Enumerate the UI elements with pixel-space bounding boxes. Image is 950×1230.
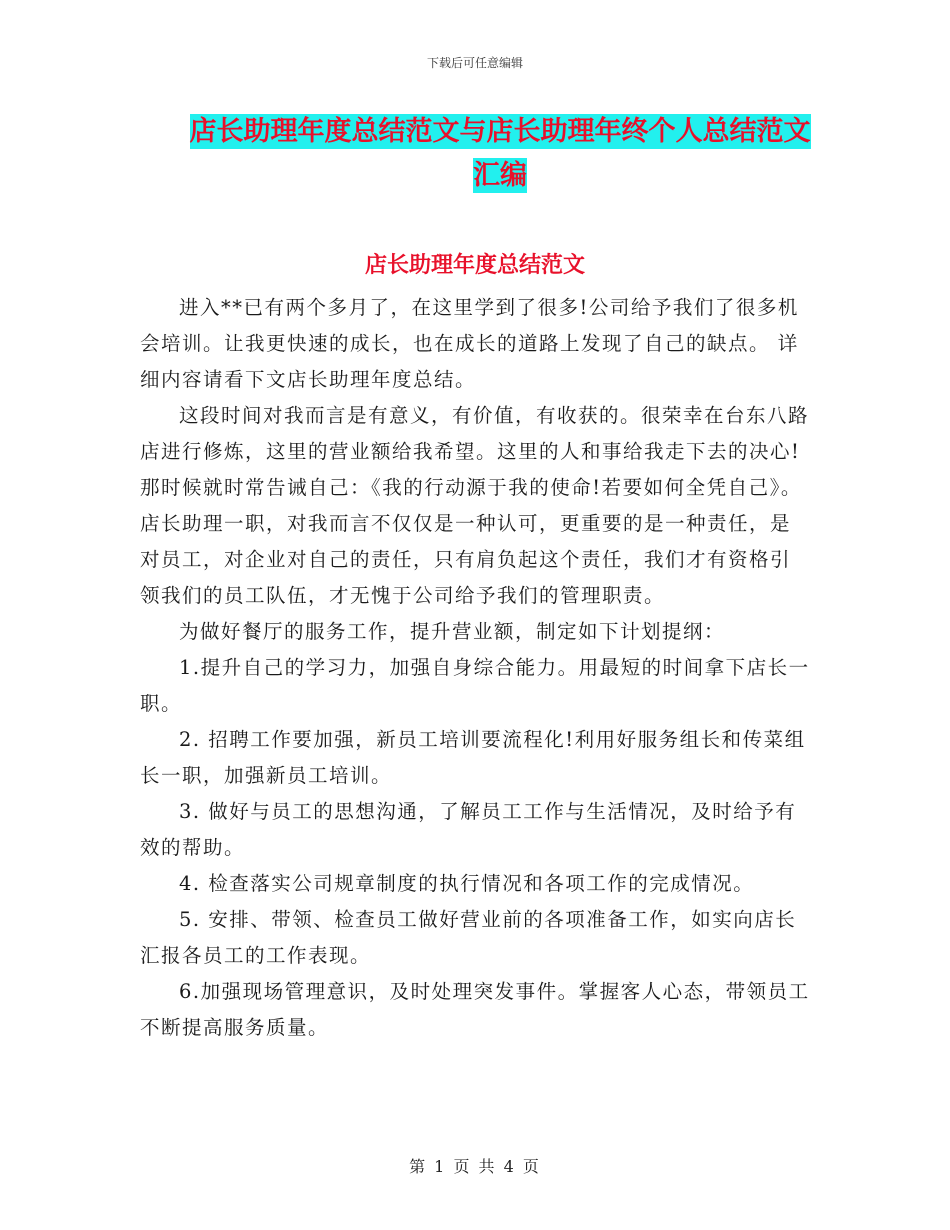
document-title-line-2: 汇编 (473, 160, 527, 191)
document-title-line-1: 店长助理年度总结范文与店长助理年终个人总结范文 (189, 116, 811, 147)
document-title (150, 110, 850, 198)
list-item: 3. 做好与员工的思想沟通，了解员工工作与生活情况，及时给予有效的帮助。 (140, 800, 797, 859)
document-body (140, 290, 810, 1046)
paragraph: 进入**已有两个多月了，在这里学到了很多!公司给予我们了很多机会培训。让我更快速的成长，也在成长的道路上发现了自己的缺点。 详细内容请看下文店长助理年度总结。 (140, 296, 799, 391)
list-item: 1.提升自己的学习力，加强自身综合能力。用最短的时间拿下店长一职。 (140, 656, 810, 715)
header-note: 下载后可任意编辑 (426, 56, 523, 70)
paragraph: 为做好餐厅的服务工作，提升营业额，制定如下计划提纲： (179, 620, 726, 643)
paragraph: 这段时间对我而言是有意义，有价值，有收获的。很荣幸在台东八路店进行修炼，这里的营业额给我希望。这里的人和事给我走下去的决心!那时候就时常告诫自己：《我的行动源于我的使命!若要如何全凭自己》。店长助理一职，对我而言不仅仅是一种认可，更重要的是一种责任，是对员工，对企业对自己的责任，只有肩负起这个责任，我们才有资格引领我们的员工队伍，才无愧于公司给予我们的管理职责。 (140, 404, 810, 607)
list-item: 2. 招聘工作要加强，新员工培训要流程化!利用好服务组长和传菜组长一职，加强新员工培训。 (140, 728, 806, 787)
page-number: 第 1 页 共 4 页 (409, 1157, 541, 1176)
list-item: 6.加强现场管理意识，及时处理突发事件。掌握客人心态，带领员工不断提高服务质量。 (140, 980, 810, 1039)
list-item: 5. 安排、带领、检查员工做好营业前的各项准备工作，如实向店长汇报各员工的工作表现。 (140, 908, 797, 967)
section-title: 店长助理年度总结范文 (364, 253, 585, 278)
list-item: 4. 检查落实公司规章制度的执行情况和各项工作的完成情况。 (179, 872, 755, 895)
